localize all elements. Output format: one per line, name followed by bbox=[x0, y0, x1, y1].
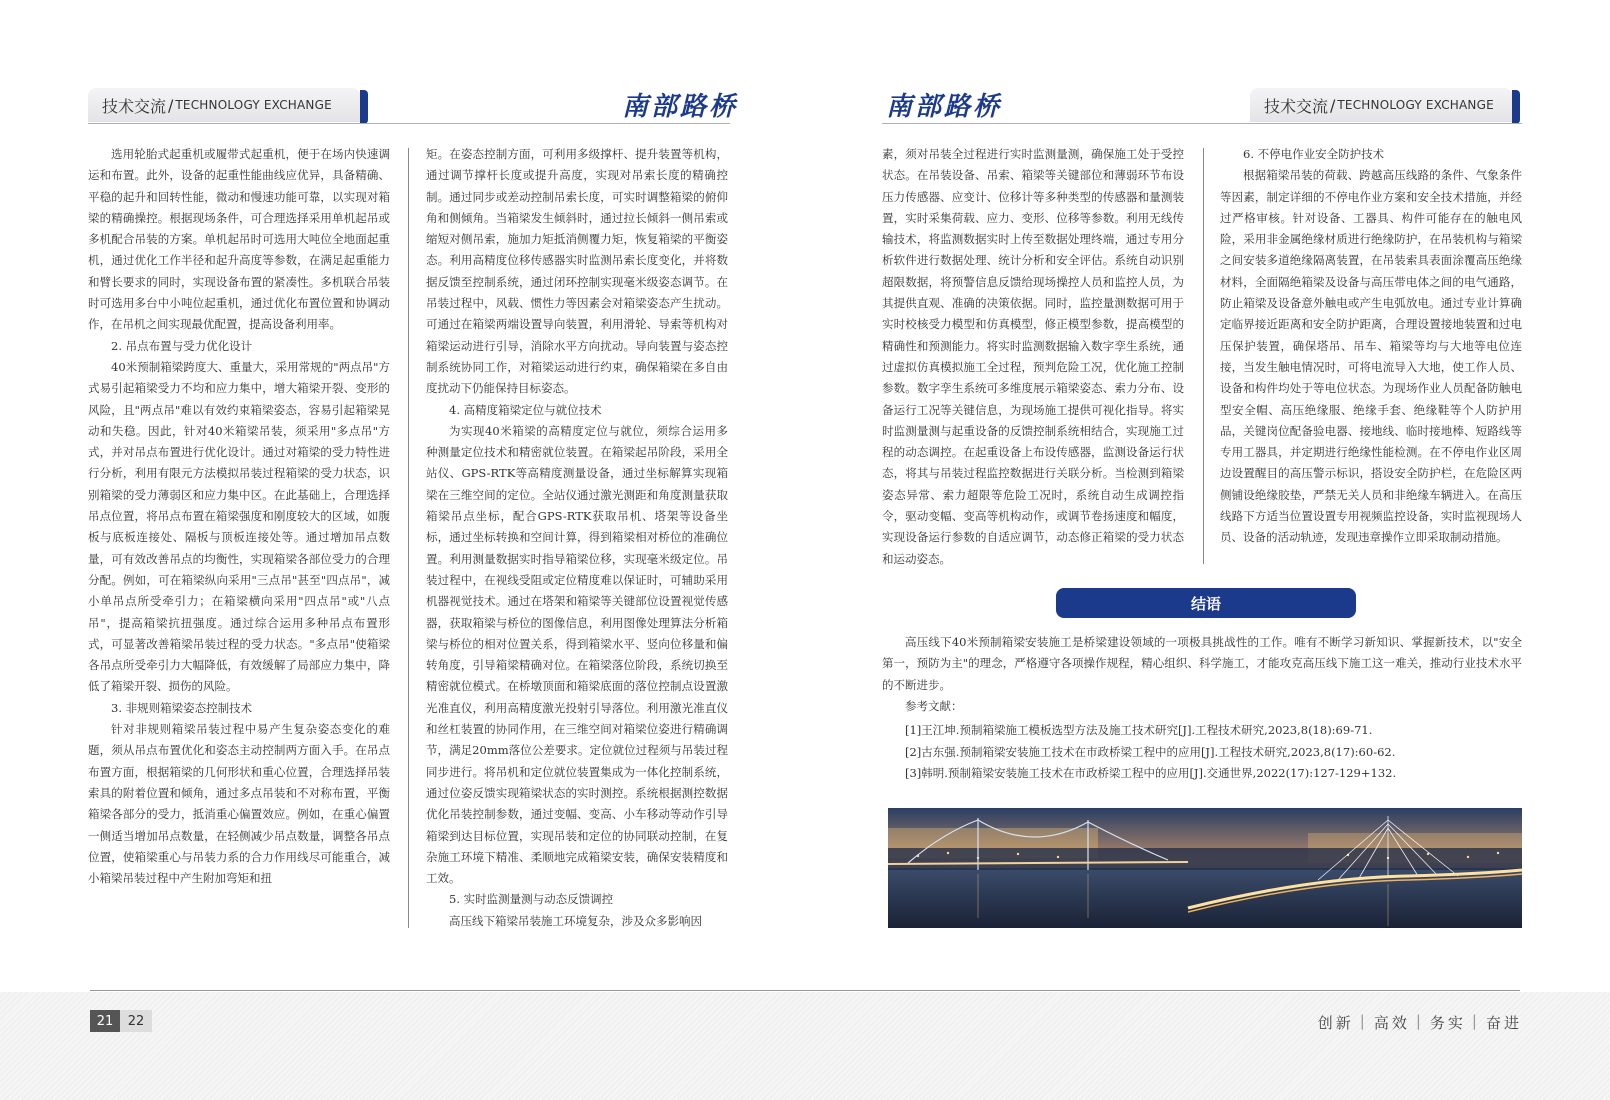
paragraph: 选用轮胎式起重机或履带式起重机，便于在场内快速调运和布置。此外，设备的起重性能曲线应优异，具备精确、平稳的起升和回转性能，微动和慢速功能可靠，以实现对箱梁的精确操控。根据现场条件，可合理选择采用单机起吊或多机配合吊装的方案。单机起吊时可选用大吨位全地面起重机，通过优化工作半径和起升高度等参数，在满足起重能力和臂长要求的同时，实现设备布置的紧凑性。多机联合吊装时可选用多台中小吨位起重机，通过优化布置位置和协调动作，在吊机之间实现最优配置，提高设备利用率。 bbox=[88, 147, 390, 332]
paragraph: 根据箱梁吊装的荷载、跨越高压线路的条件、气象条件等因素，制定详细的不停电作业方案和安全技术措施，并经过严格审核。针对设备、工器具、构件可能存在的触电风险，采用非金属绝缘材质进行绝缘防护，在吊装机构与箱梁之间安装多道绝缘隔离装置，在吊装索具表面涂覆高压绝缘材料，全面隔绝箱梁及设备与高压带电体之间的电气通路，防止箱梁及设备意外触电或产生电弧放电。通过专业计算确定临界接近距离和安全防护距离，合理设置接地装置和过电压保护装置，确保塔吊、吊车、箱梁等均与大地等电位连接，当发生触电情况时，可将电流导入大地，使工作人员、设备和构件均处于等电位状态。为现场作业人员配备防触电型安全帽、高压绝缘服、绝缘手套、绝缘鞋等个人防护用品，关键岗位配备验电器、接地线、临时接地棒、短路线等专用工器具，并定期进行绝缘性能检测。在不停电作业区周边设置醒目的高压警示标识，搭设安全防护栏，在危险区两侧铺设绝缘胶垫，严禁无关人员和非绝缘车辆进入。在高压线路下方适当位置设置专用视频监控设备，实时监视现场人员、设备的活动轨迹，发现违章操作立即采取制动措施。 bbox=[1220, 168, 1522, 545]
footer-rule bbox=[90, 990, 1520, 991]
page-number-left: 21 bbox=[90, 1010, 120, 1032]
right-col-1 bbox=[882, 144, 1184, 570]
motto-word: 创新 bbox=[1317, 1014, 1354, 1032]
tab-accent-bar bbox=[360, 90, 368, 124]
paragraph: 针对非规则箱梁吊装过程中易产生复杂姿态变化的难题，须从吊点布置优化和姿态主动控制两方面入手。在吊点布置方面，根据箱梁的几何形状和重心位置，合理选择吊装索具的附着位置和倾角，通过多点吊装和不对称布置，平衡箱梁各部分的受力，抵消重心偏置效应。例如，在重心偏置一侧适当增加吊点数量，在轻侧减少吊点数量，调整各吊点位置，使箱梁重心与吊装力系的合力作用线尽可能重合，减小箱梁吊装过程中产生附加弯矩和扭 bbox=[88, 722, 390, 886]
right-col-2 bbox=[1220, 144, 1522, 549]
paragraph: 高压线下箱梁吊装施工环境复杂，涉及众多影响因 bbox=[449, 913, 702, 928]
references-title: 参考文献： bbox=[905, 699, 963, 713]
reference-item: [1]王江坤.预制箱梁施工模板选型方法及施工技术研究[J].工程技术研究,2023,8(18):69-71. bbox=[905, 723, 1373, 737]
paragraph: 矩。在姿态控制方面，可利用多级撑杆、提升装置等机构，通过调节撑杆长度或提升高度，实现对吊索长度的精确控制。通过同步或差动控制吊索长度，可实时调整箱梁的俯仰角和侧倾角。当箱梁发生倾斜时，通过拉长倾斜一侧吊索或缩短对侧吊索，施加力矩抵消侧覆力矩，恢复箱梁的平衡姿态。利用高精度位移传感器实时监测吊索长度变化，并将数据反馈至控制系统，通过闭环控制实现毫米级姿态调节。在吊装过程中，风载、惯性力等因素会对箱梁姿态产生扰动。可通过在箱梁两端设置导向装置，利用滑轮、导索等机构对箱梁运动进行引导，消除水平方向扰动。导向装置与姿态控制系统协同工作，对箱梁运动进行约束，确保箱梁在多自由度扰动下仍能保持目标姿态。 bbox=[426, 147, 728, 396]
column-divider bbox=[1203, 148, 1204, 564]
references-list bbox=[905, 720, 1396, 785]
section-tab-en: TECHNOLOGY EXCHANGE bbox=[1337, 98, 1494, 112]
subheading: 4. 高精度箱梁定位与就位技术 bbox=[449, 402, 602, 417]
motto-separator: | bbox=[1415, 1012, 1424, 1030]
motto-word: 高效 bbox=[1373, 1014, 1410, 1032]
footer-motto bbox=[1318, 1012, 1522, 1033]
left-col-2 bbox=[426, 144, 728, 932]
bridge-night-photo bbox=[888, 808, 1522, 928]
motto-word: 奋进 bbox=[1485, 1014, 1522, 1032]
paragraph: 高压线下40米预制箱梁安装施工是桥梁建设领域的一项极具挑战性的工作。唯有不断学习新知识、掌握新技术，以"安全第一，预防为主"的理念，严格遵守各项操作规程，精心组织、科学施工，才能攻克高压线下施工这一难关，推动行业技术水平的不断进步。 bbox=[882, 635, 1522, 692]
subheading: 3. 非规则箱梁姿态控制技术 bbox=[111, 700, 253, 715]
header-rule-right bbox=[882, 123, 1522, 124]
magazine-logo-left: 南部路桥 bbox=[622, 92, 739, 122]
motto-word: 务实 bbox=[1429, 1014, 1466, 1032]
footer-background bbox=[0, 992, 1610, 1100]
conclusion-body bbox=[882, 632, 1522, 696]
paragraph: 为实现40米箱梁的高精度定位与就位，须综合运用多种测量定位技术和精密就位装置。在箱梁起吊阶段，采用全站仪、GPS-RTK等高精度测量设备，通过坐标解算实现箱梁在三维空间的定位。全站仪通过激光测距和角度测量获取箱梁吊点坐标，配合GPS-RTK获取吊机、塔架等设备坐标，通过坐标转换和空间计算，得到箱梁相对桥位的准确位置。利用测量数据实时指导箱梁位移，实现毫米级定位。吊装过程中，在视线受阻或定位精度难以保证时，可辅助采用机器视觉技术。通过在塔架和箱梁等关键部位设置视觉传感器，获取箱梁与桥位的图像信息，利用图像处理算法分析箱梁与桥位的相对位置关系，得到箱梁水平、竖向位移量和偏转角度，引导箱梁精确对位。在箱梁落位阶段，系统切换至精密就位模式。在桥墩顶面和箱梁底面的落位控制点设置激光准直仪，利用高精度激光投射引导落位。利用激光准直仪和丝杠装置的协同作用，在三维空间对箱梁位姿进行精确调节，满足20mm落位公差要求。定位就位过程须与吊装过程同步进行。将吊机和定位就位装置集成为一体化控制系统，通过位姿反馈实现箱梁状态的实时测控。系统根据测控数据优化吊装控制参数，通过变幅、变高、小车移动等动作引导箱梁到达目标位置，实现吊装和定位的协同联动控制，在复杂施工环境下精准、柔顺地完成箱梁安装，确保安装精度和工效。 bbox=[426, 423, 728, 886]
tab-accent-bar bbox=[1512, 90, 1520, 124]
section-tab-slash: / bbox=[1330, 95, 1336, 115]
motto-separator: | bbox=[1471, 1012, 1480, 1030]
magazine-logo-right: 南部路桥 bbox=[886, 92, 1003, 122]
section-tab-slash: / bbox=[168, 95, 174, 115]
motto-separator: | bbox=[1359, 1012, 1368, 1030]
page-number-right: 22 bbox=[120, 1010, 152, 1032]
paragraph: 40米预制箱梁跨度大、重量大，采用常规的"两点吊"方式易引起箱梁受力不均和应力集中，增大箱梁开裂、变形的风险，且"两点吊"难以有效约束箱梁姿态，容易引起箱梁晃动和失稳。因此，针对40米箱梁吊装，须采用"多点吊"方式，并对吊点布置进行优化设计。通过对箱梁的受力特性进行分析，利用有限元方法模拟吊装过程箱梁的受力状态，识别箱梁的受力薄弱区和应力集中区。在此基础上，合理选择吊点位置，将吊点布置在箱梁强度和刚度较大的区域，如腹板与底板连接处、隔板与顶板连接处等。通过增加吊点数量，可有效改善吊点的均衡性，实现箱梁各部位受力的合理分配。例如，可在箱梁纵向采用"三点吊"甚至"四点吊"，减小单吊点所受牵引力；在箱梁横向采用"四点吊"或"八点吊"，提高箱梁抗扭强度。通过综合运用多种吊点布置形式，可显著改善箱梁吊装过程的受力状态。"多点吊"使箱梁各吊点所受牵引力大幅降低，有效缓解了局部应力集中，降低了箱梁开裂、损伤的风险。 bbox=[88, 359, 390, 694]
section-tab-left bbox=[88, 88, 360, 122]
paragraph: 素，须对吊装全过程进行实时监测量测，确保施工处于受控状态。在吊装设备、吊索、箱梁等关键部位和薄弱环节布设压力传感器、应变计、位移计等多种类型的传感器和量测装置，实时采集荷载、应力、变形、位移等参数。利用无线传输技术，将监测数据实时上传至数据处理终端，通过专用分析软件进行数据处理、统计分析和安全评估。系统自动识别超限数据，将预警信息反馈给现场操控人员和监控人员，为其提供直观、准确的决策依据。同时，监控量测数据可用于实时校核受力模型和仿真模型，修正模型参数，提高模型的精确性和预测能力。将实时监测数据输入数字孪生系统，通过虚拟仿真模拟施工全过程，预判危险工况，优化施工控制参数。数字孪生系统可多维度展示箱梁姿态、索力分布、设备运行工况等关键信息，为现场施工提供可视化指导。将实时监测量测与起重设备的反馈控制系统相结合，实现施工过程的动态调控。在起重设备上布设传感器，监测设备运行状态，将其与吊装过程监控数据进行关联分析。当检测到箱梁姿态异常、索力超限等危险工况时，系统自动生成调控指令，驱动变幅、变高等机构动作，或调节卷扬速度和幅度，实现设备运行参数的自适应调节，动态修正箱梁的受力状态和运动姿态。 bbox=[882, 147, 1184, 566]
section-tab-zh: 技术交流 bbox=[102, 96, 167, 116]
subheading: 6. 不停电作业安全防护技术 bbox=[1243, 147, 1385, 161]
reference-item: [3]韩明.预制箱梁安装施工技术在市政桥梁工程中的应用[J].交通世界,2022(17):127-129+132. bbox=[905, 766, 1397, 780]
left-col-1 bbox=[88, 144, 390, 889]
subheading: 2. 吊点布置与受力优化设计 bbox=[111, 338, 253, 353]
section-tab-en: TECHNOLOGY EXCHANGE bbox=[175, 98, 332, 112]
subheading: 5. 实时监测量测与动态反馈调控 bbox=[449, 892, 614, 907]
header-rule-left bbox=[88, 123, 730, 124]
column-divider bbox=[408, 148, 409, 928]
conclusion-heading: 结语 bbox=[1056, 588, 1356, 618]
reference-item: [2]古东强.预制箱梁安装施工技术在市政桥梁工程中的应用[J].工程技术研究,2023,8(17):60-62. bbox=[905, 744, 1396, 759]
section-tab-zh: 技术交流 bbox=[1264, 96, 1329, 116]
section-tab-right bbox=[1250, 88, 1512, 122]
